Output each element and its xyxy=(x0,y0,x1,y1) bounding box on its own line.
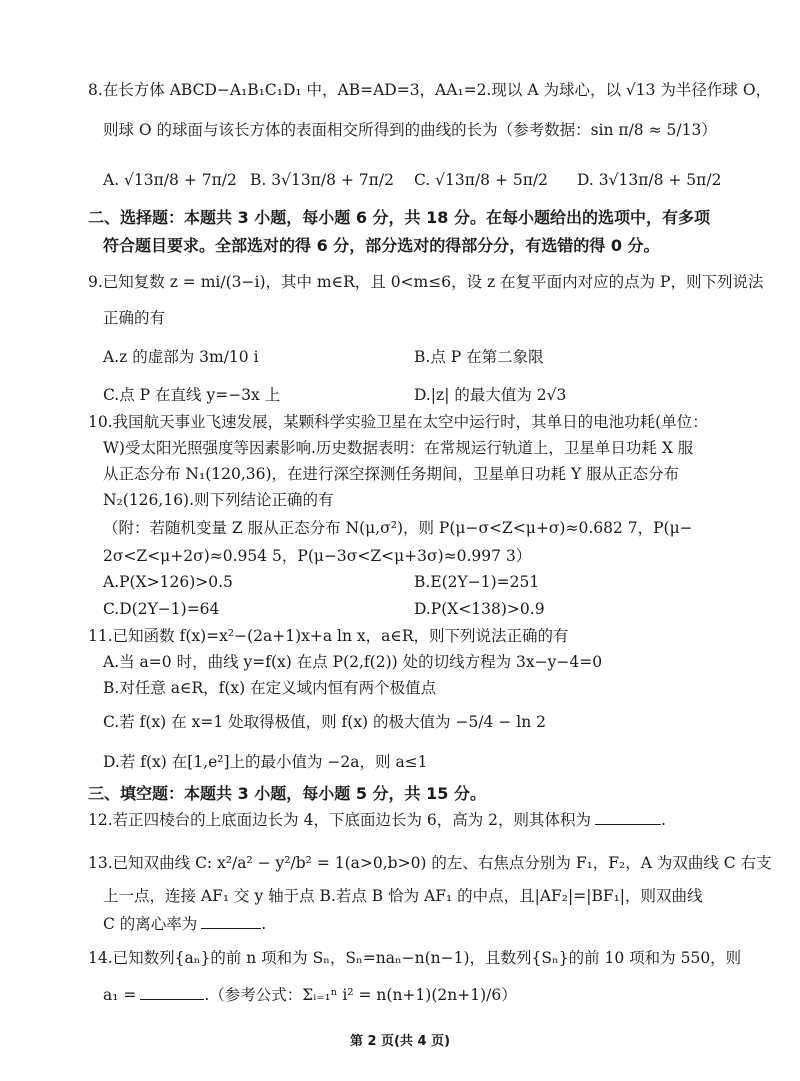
q9-option-b: B.点 P 在第二象限 xyxy=(414,348,544,366)
q10-option-a: A.P(X>126)>0.5 xyxy=(103,573,233,591)
q10-option-c: C.D(2Y−1)=64 xyxy=(103,600,220,618)
q13-answer-blank[interactable] xyxy=(201,914,261,929)
q10-option-d: D.P(X<138)>0.9 xyxy=(414,600,545,618)
q11-option-d: D.若 f(x) 在[1,e²]上的最小值为 −2a，则 a≤1 xyxy=(103,753,428,771)
q12-answer-blank[interactable] xyxy=(595,810,661,825)
q9-option-c: C.点 P 在直线 y=−3x 上 xyxy=(103,386,281,404)
q12-end: . xyxy=(661,811,666,829)
q13-line1: 13.已知双曲线 C: x²/a² − y²/b² = 1(a>0,b>0) 的左、右焦点分别为 F₁，F₂，A 为双曲线 C 右支 xyxy=(88,854,772,872)
q14-text: a₁ = xyxy=(103,986,137,1004)
q10-line3: 从正态分布 N₁(120,36)，在进行深空探测任务期间，卫星单日功耗 Y 服从正态分布 xyxy=(103,465,680,483)
q11-option-c: C.若 f(x) 在 x=1 处取得极值，则 f(x) 的极大值为 −5/4 − ln 2 xyxy=(103,713,546,731)
q14-formula: .（参考公式：Σᵢ₌₁ⁿ i² = n(n+1)(2n+1)/6） xyxy=(204,986,517,1004)
q11-option-b: B.对任意 a∈R，f(x) 在定义域内恒有两个极值点 xyxy=(103,679,437,697)
q8-line2: 则球 O 的球面与该长方体的表面相交所得到的曲线的长为（参考数据：sin π/8 ≈ 5/13） xyxy=(103,121,717,139)
q10-line1: 10.我国航天事业飞速发展，某颗科学实验卫星在太空中运行时，其单日的电池功耗(单位： xyxy=(88,413,708,431)
q9-option-d: D.|z| 的最大值为 2√3 xyxy=(414,386,567,404)
q13-text: C 的离心率为 xyxy=(103,915,198,933)
q14-answer-blank[interactable] xyxy=(140,985,204,1000)
q9-option-a: A.z 的虚部为 3m/10 i xyxy=(103,348,259,366)
q13-line2: 上一点，连接 AF₁ 交 y 轴于点 B.若点 B 恰为 AF₁ 的中点，且|AF₂|=|BF₁|，则双曲线 xyxy=(103,887,703,905)
q13-line3 xyxy=(103,914,266,934)
q8-option-d: D. 3√13π/8 + 5π/2 xyxy=(577,171,722,189)
q12-text: 12.若正四棱台的上底面边长为 4，下底面边长为 6，高为 2，则其体积为 xyxy=(88,811,592,829)
q13-end: . xyxy=(261,915,267,933)
q10-line2: W)受太阳光照强度等因素影响.历史数据表明：在常规运行轨道上，卫星单日功耗 X 服 xyxy=(103,439,694,457)
section3-heading: 三、填空题：本题共 3 小题，每小题 5 分，共 15 分。 xyxy=(88,784,486,803)
q11-line1: 11.已知函数 f(x)=x²−(2a+1)x+a ln x，a∈R，则下列说法正确的有 xyxy=(88,627,569,645)
q9-line2: 正确的有 xyxy=(103,309,166,327)
q8-option-a: A. √13π/8 + 7π/2 xyxy=(103,171,237,189)
q11-option-a: A.当 a=0 时，曲线 y=f(x) 在点 P(2,f(2)) 处的切线方程为 3x−y−4=0 xyxy=(103,653,603,671)
q8-option-b: B. 3√13π/8 + 7π/2 xyxy=(250,171,394,189)
q10-line6: 2σ<Z<μ+2σ)≈0.954 5，P(μ−3σ<Z<μ+3σ)≈0.997 3） xyxy=(103,547,532,565)
q10-line5: （附：若随机变量 Z 服从正态分布 N(μ,σ²)，则 P(μ−σ<Z<μ+σ)≈0.682 7，P(μ− xyxy=(103,519,693,537)
q10-line4: N₂(126,16).则下列结论正确的有 xyxy=(103,491,334,509)
q8-line1: 8.在长方体 ABCD−A₁B₁C₁D₁ 中，AB=AD=3，AA₁=2.现以 A 为球心，以 √13 为半径作球 O， xyxy=(88,81,772,99)
q12-line1 xyxy=(88,810,666,830)
section2-heading-line2: 符合题目要求。全部选对的得 6 分，部分选对的得部分分，有选错的得 0 分。 xyxy=(103,236,660,255)
q14-line1: 14.已知数列{aₙ}的前 n 项和为 Sₙ，Sₙ=naₙ−n(n−1)，且数列{Sₙ}的前 10 项和为 550，则 xyxy=(88,949,742,967)
q8-option-c: C. √13π/8 + 5π/2 xyxy=(414,171,549,189)
q14-line2 xyxy=(103,985,517,1005)
q10-option-b: B.E(2Y−1)=251 xyxy=(414,573,540,591)
page-footer: 第 2 页(共 4 页) xyxy=(349,1034,451,1049)
q9-line1: 9.已知复数 z = mi/(3−i)，其中 m∈R，且 0<m≤6，设 z 在复平面内对应的点为 P，则下列说法 xyxy=(88,273,764,291)
section2-heading-line1: 二、选择题：本题共 3 小题，每小题 6 分，共 18 分。在每小题给出的选项中，有多项 xyxy=(88,208,710,227)
